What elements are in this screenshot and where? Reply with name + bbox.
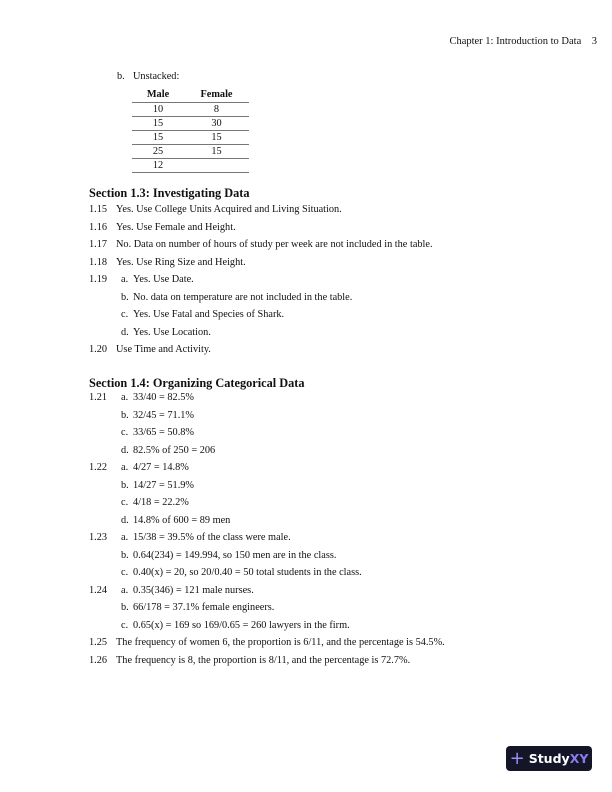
item-text: 14/27 = 51.9% bbox=[133, 479, 195, 491]
item-text: No. data on temperature are not included in the table. bbox=[133, 291, 353, 303]
item-text: Use Time and Activity. bbox=[116, 344, 211, 355]
brand-text-accent: XY bbox=[569, 751, 589, 766]
brand-text: Study bbox=[528, 751, 570, 766]
item-number: 1.17 bbox=[89, 239, 108, 250]
cell-male: 15 bbox=[152, 118, 164, 129]
cell-male: 10 bbox=[152, 104, 164, 115]
section-1-4-heading: Section 1.4: Organizing Categorical Data bbox=[89, 376, 305, 390]
column-header-male: Male bbox=[146, 89, 170, 100]
item-text: Yes. Use Female and Height. bbox=[116, 221, 236, 233]
cell-male: 15 bbox=[152, 132, 164, 143]
item-label: a. bbox=[121, 462, 129, 473]
plus-icon: + bbox=[509, 747, 525, 769]
cell-male: 25 bbox=[152, 146, 164, 157]
cell-female: 30 bbox=[211, 118, 222, 129]
item-label: c. bbox=[121, 427, 129, 438]
chapter-title: Chapter 1: Introduction to Data bbox=[449, 36, 582, 47]
table-row bbox=[132, 144, 249, 158]
item-label: b. bbox=[121, 479, 129, 491]
item-text: 33/40 = 82.5% bbox=[133, 392, 195, 403]
item-text: 14.8% of 600 = 89 men bbox=[133, 514, 231, 526]
item-label: a. bbox=[121, 392, 129, 403]
item-number: 1.24 bbox=[89, 584, 108, 596]
table-row bbox=[132, 116, 249, 130]
item-label: a. bbox=[121, 274, 129, 285]
page-number: 3 bbox=[591, 36, 597, 47]
item-text: 82.5% of 250 = 206 bbox=[133, 444, 216, 456]
item-label: c. bbox=[121, 309, 129, 320]
cell-female: 15 bbox=[211, 146, 222, 157]
column-header-female: Female bbox=[200, 89, 233, 100]
item-text: Yes. Use Date. bbox=[133, 274, 194, 285]
cell-male: 12 bbox=[152, 160, 164, 171]
item-text: 66/178 = 37.1% female engineers. bbox=[133, 602, 275, 613]
item-label: b. bbox=[121, 291, 129, 303]
item-number: 1.21 bbox=[89, 392, 108, 403]
item-text: The frequency of women 6, the proportion is 6/11, and the percentage is 54.5%. bbox=[116, 637, 445, 648]
item-text: 0.65(x) = 169 so 169/0.65 = 260 lawyers in the firm. bbox=[133, 619, 350, 631]
section-1-3-heading: Section 1.3: Investigating Data bbox=[89, 186, 250, 200]
cell-female: 8 bbox=[213, 104, 220, 115]
item-number: 1.15 bbox=[89, 204, 108, 215]
item-label: a. bbox=[121, 532, 129, 543]
item-label: c. bbox=[121, 619, 129, 631]
table-row bbox=[132, 130, 249, 144]
item-number: 1.23 bbox=[89, 532, 108, 543]
item-text: 32/45 = 71.1% bbox=[133, 409, 195, 421]
item-text: 4/27 = 14.8% bbox=[133, 462, 189, 473]
item-number: 1.18 bbox=[89, 256, 108, 268]
item-number: 1.20 bbox=[89, 344, 108, 355]
item-label: d. bbox=[121, 444, 129, 456]
item-number: 1.26 bbox=[89, 654, 108, 666]
table-row bbox=[132, 102, 249, 116]
item-number: 1.25 bbox=[89, 637, 108, 648]
item-label: d. bbox=[121, 326, 129, 338]
item-text: 4/18 = 22.2% bbox=[133, 497, 189, 508]
item-label: c. bbox=[121, 497, 129, 508]
item-text: 0.64(234) = 149.994, so 150 men are in the class. bbox=[133, 549, 337, 561]
item-label: b. bbox=[121, 549, 129, 561]
item-label: b. bbox=[117, 71, 125, 82]
page-header bbox=[449, 36, 597, 47]
table-header bbox=[132, 87, 249, 102]
item-text: 15/38 = 39.5% of the class were male. bbox=[133, 532, 291, 543]
item-text: 0.40(x) = 20, so 20/0.40 = 50 total students in the class. bbox=[133, 567, 362, 578]
item-text: 33/65 = 50.8% bbox=[133, 427, 195, 438]
item-number: 1.16 bbox=[89, 221, 108, 233]
cell-female bbox=[184, 159, 249, 172]
unstacked-table bbox=[132, 87, 249, 173]
item-number: 1.19 bbox=[89, 274, 108, 285]
item-number: 1.22 bbox=[89, 462, 108, 473]
cell-female: 15 bbox=[211, 132, 222, 143]
item-text: Yes. Use Location. bbox=[133, 326, 211, 338]
item-text: Yes. Use Ring Size and Height. bbox=[116, 256, 246, 268]
item-text: No. Data on number of hours of study per week are not included in the table. bbox=[116, 239, 433, 250]
item-text: Yes. Use Fatal and Species of Shark. bbox=[133, 309, 285, 320]
item-text: Yes. Use College Units Acquired and Living Situation. bbox=[116, 204, 342, 215]
item-label: d. bbox=[121, 514, 129, 526]
table-row bbox=[132, 158, 249, 173]
item-text: 0.35(346) = 121 male nurses. bbox=[133, 584, 254, 596]
item-label: a. bbox=[121, 584, 129, 596]
unstacked-title: Unstacked: bbox=[133, 71, 180, 82]
item-text: The frequency is 8, the proportion is 8/11, and the percentage is 72.7%. bbox=[116, 654, 411, 666]
item-label: b. bbox=[121, 409, 129, 421]
item-label: b. bbox=[121, 602, 129, 613]
item-label: c. bbox=[121, 567, 129, 578]
studyxy-logo bbox=[506, 746, 592, 771]
